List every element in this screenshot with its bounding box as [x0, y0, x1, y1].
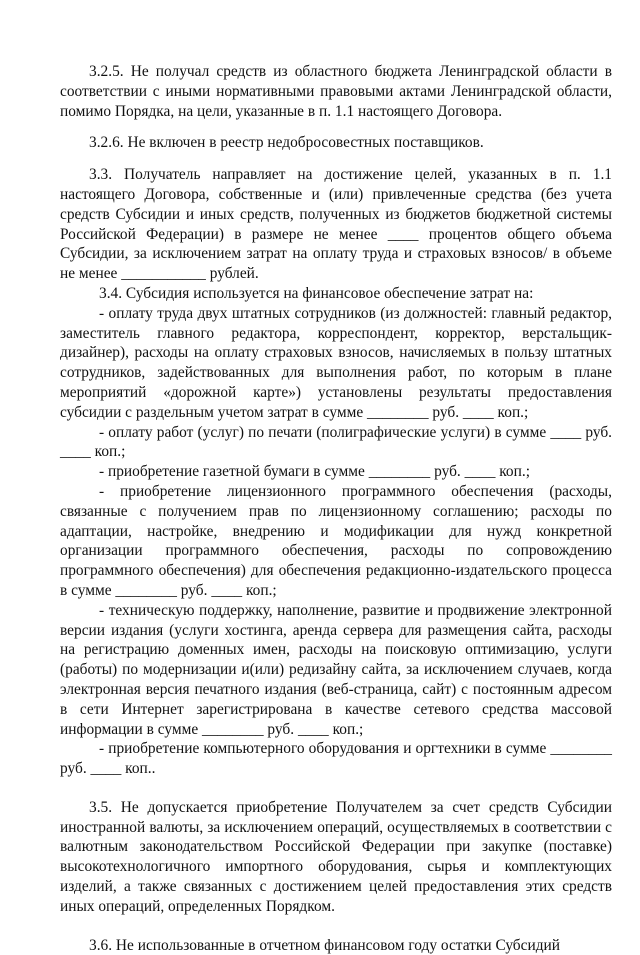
document-body [60, 62, 612, 955]
list-item-salary: - оплату труда двух штатных сотрудников (из должностей: главный редактор, заместитель главного редактора, корреспондент, корректор, верстальщик-дизайнер), расходы на оплату страховых взносов, начисляемых в пользу штатных сотрудников, задействованных для выполнения работ, по которым в плане мероприятий «дорожной карте») установлены результаты предоставления субсидии с раздельным учетом затрат в сумме ________ руб. ____ коп.; [60, 304, 612, 421]
paragraph-3-3: 3.3. Получатель направляет на достижение целей, указанных в п. 1.1 настоящего Договора, собственные и (или) привлеченные средства (без учета средств Субсидии и иных средств, полученных из бюджетов бюджетной системы Российской Федерации) в размере не менее ____ процентов общего объема Субсидии, за исключением затрат на оплату труда и страховых взносов/ в объеме не менее ___________ рублей. [60, 166, 612, 283]
list-item-hardware: - приобретение компьютерного оборудования и оргтехники в сумме ________ руб. ____ коп.. [60, 740, 612, 778]
list-item-paper: - приобретение газетной бумаги в сумме ________ руб. ____ коп.; [99, 463, 530, 481]
paragraph-3-4: 3.4. Субсидия используется на финансовое обеспечение затрат на: [99, 284, 534, 302]
list-item-software: - приобретение лицензионного программного обеспечения (расходы, связанные с получением прав по лицензионному соглашению; расходы по адаптации, настройке, внедрению и модификации для нужд конкретной организации программного обеспечения, расходы по сопровождению программного обеспечения) для обеспечения редакционно-издательского процесса в сумме ________ руб. ____ коп.; [60, 482, 612, 599]
paragraph-3-6: 3.6. Не использованные в отчетном финансовом году остатки Субсидий [89, 936, 561, 954]
paragraph-3-2-5: 3.2.5. Не получал средств из областного бюджета Ленинградской области в соответствии с иными нормативными правовыми актами Ленинградской области, помимо Порядка, на цели, указанные в п. 1.1 настоящего Договора. [60, 63, 612, 120]
list-item-printing: - оплату работ (услуг) по печати (полиграфические услуги) в сумме ____ руб. ____ коп.; [60, 423, 612, 461]
paragraph-3-2-6: 3.2.6. Не включен в реестр недобросовестных поставщиков. [89, 134, 484, 152]
list-item-website: - техническую поддержку, наполнение, развитие и продвижение электронной версии издания (услуги хостинга, аренда сервера для размещения сайта, расходы на регистрацию доменных имен, расходы на поисковую оптимизацию, услуги (работы) по модернизации и(или) редизайну сайта, за исключением случаев, когда электронная версия печатного издания (веб-страница, сайт) с постоянным адресом в сети Интернет зарегистрирована в качестве сетевого средства массовой информации в сумме ________ руб. ____ коп.; [60, 601, 612, 738]
paragraph-3-5: 3.5. Не допускается приобретение Получателем за счет средств Субсидии иностранной валюты, за исключением операций, осуществляемых в соответствии с валютным законодательством Российской Федерации при закупке (поставке) высокотехнологичного импортного оборудования, сырья и комплектующих изделий, а также связанных с достижением целей предоставления этих средств иных операций, определенных Порядком. [60, 798, 612, 915]
